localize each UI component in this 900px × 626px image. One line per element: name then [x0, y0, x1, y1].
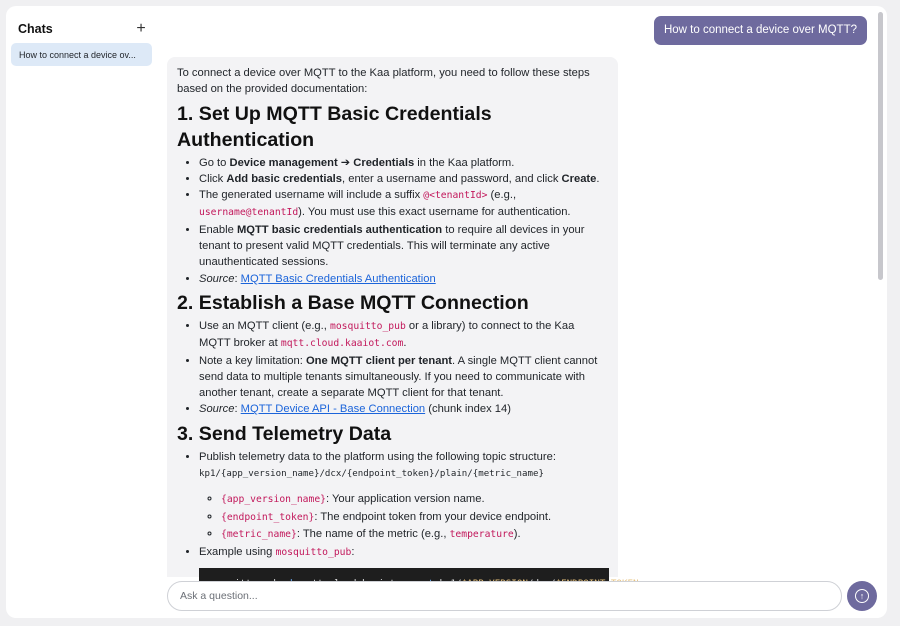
list-item: • Go to Device management ➔ Credentials in the Kaa platform.	[199, 155, 607, 171]
list-item: • Source: MQTT Device API - Base Connection (chunk index 14)	[199, 401, 607, 417]
inline-code: mosquitto_pub	[329, 320, 406, 332]
section-list	[177, 318, 607, 418]
sub-list-item: ◦ {endpoint_token}: The endpoint token from your device endpoint.	[221, 509, 607, 526]
topic-structure: kp1/{app_version_name}/dcx/{endpoint_token}/plain/{metric_name}	[199, 469, 544, 480]
assistant-intro: To connect a device over MQTT to the Kaa platform, you need to follow these steps based on the provided documentation:	[177, 67, 590, 96]
assistant-content	[177, 65, 607, 608]
inline-code: mqtt.cloud.kaaiot.com	[280, 338, 404, 350]
list-item: • The generated username will include a suffix @<tenantId> (e.g., username@tenantId). You must use this exact username for authentication.	[199, 187, 607, 222]
section-heading: 2. Establish a Base MQTT Connection	[177, 291, 529, 314]
sub-list-item: ◦ {app_version_name}: Your application version name.	[221, 491, 607, 508]
inline-code: username@tenantId	[199, 207, 299, 219]
section-heading: 1. Set Up MQTT Basic Credentials Authentication	[177, 102, 492, 151]
list-item: • Note a key limitation: One MQTT client per tenant. A single MQTT client cannot send data to multiple tenants simultaneously. If you need to communicate with another tenant, create a separate MQTT client for that tenant.	[199, 353, 607, 402]
chat-list-item[interactable]: How to connect a device ov...	[11, 43, 152, 66]
sidebar-title: Chats	[18, 22, 53, 36]
user-message: How to connect a device over MQTT?	[654, 16, 867, 45]
sidebar	[6, 6, 161, 618]
section-list	[177, 155, 607, 287]
scrollbar-thumb[interactable]	[878, 12, 883, 280]
source-link[interactable]: MQTT Device API - Base Connection	[240, 403, 426, 416]
section-list	[177, 449, 607, 562]
inline-code: mosquitto_pub	[275, 547, 352, 559]
section-heading: 3. Send Telemetry Data	[177, 422, 392, 445]
list-item: • Use an MQTT client (e.g., mosquitto_pub or a library) to connect to the Kaa MQTT broker at mqtt.cloud.kaaiot.com.	[199, 318, 607, 353]
scrollbar[interactable]	[878, 12, 883, 612]
assistant-message	[167, 57, 618, 577]
source-link[interactable]: MQTT Basic Credentials Authentication	[240, 272, 436, 285]
list-item: • Example using mosquitto_pub:	[199, 544, 607, 561]
sub-list-item: ◦ {metric_name}: The name of the metric (e.g., temperature).	[221, 526, 607, 543]
plus-icon[interactable]: +	[136, 20, 146, 37]
list-item: • Source: MQTT Basic Credentials Authentication	[199, 271, 607, 287]
send-button[interactable]	[847, 581, 877, 611]
sidebar-header	[18, 16, 149, 42]
chat-main	[161, 6, 887, 618]
inline-code: @<tenantId>	[423, 190, 488, 202]
arrow-up-icon: ↑	[855, 589, 869, 603]
list-item: • Click Add basic credentials, enter a username and password, and click Create.	[199, 171, 607, 187]
list-item: • Enable MQTT basic credentials authentication to require all devices in your tenant to present valid MQTT credentials. This will terminate any active unauthenticated sessions.	[199, 222, 607, 271]
list-item: • Publish telemetry data to the platform using the following topic structure: kp1/{app_version_name}/dcx/{endpoint_token}/plain/{metric_name} ◦ {app_version_name}: Your application version name. ◦ {endpoint_token}: The endpoint token from your device endpoint. ◦ {metric_name}: The name of the metric (e.g., temperature).	[199, 449, 607, 543]
question-input[interactable]	[167, 581, 842, 611]
sub-list	[199, 491, 607, 543]
